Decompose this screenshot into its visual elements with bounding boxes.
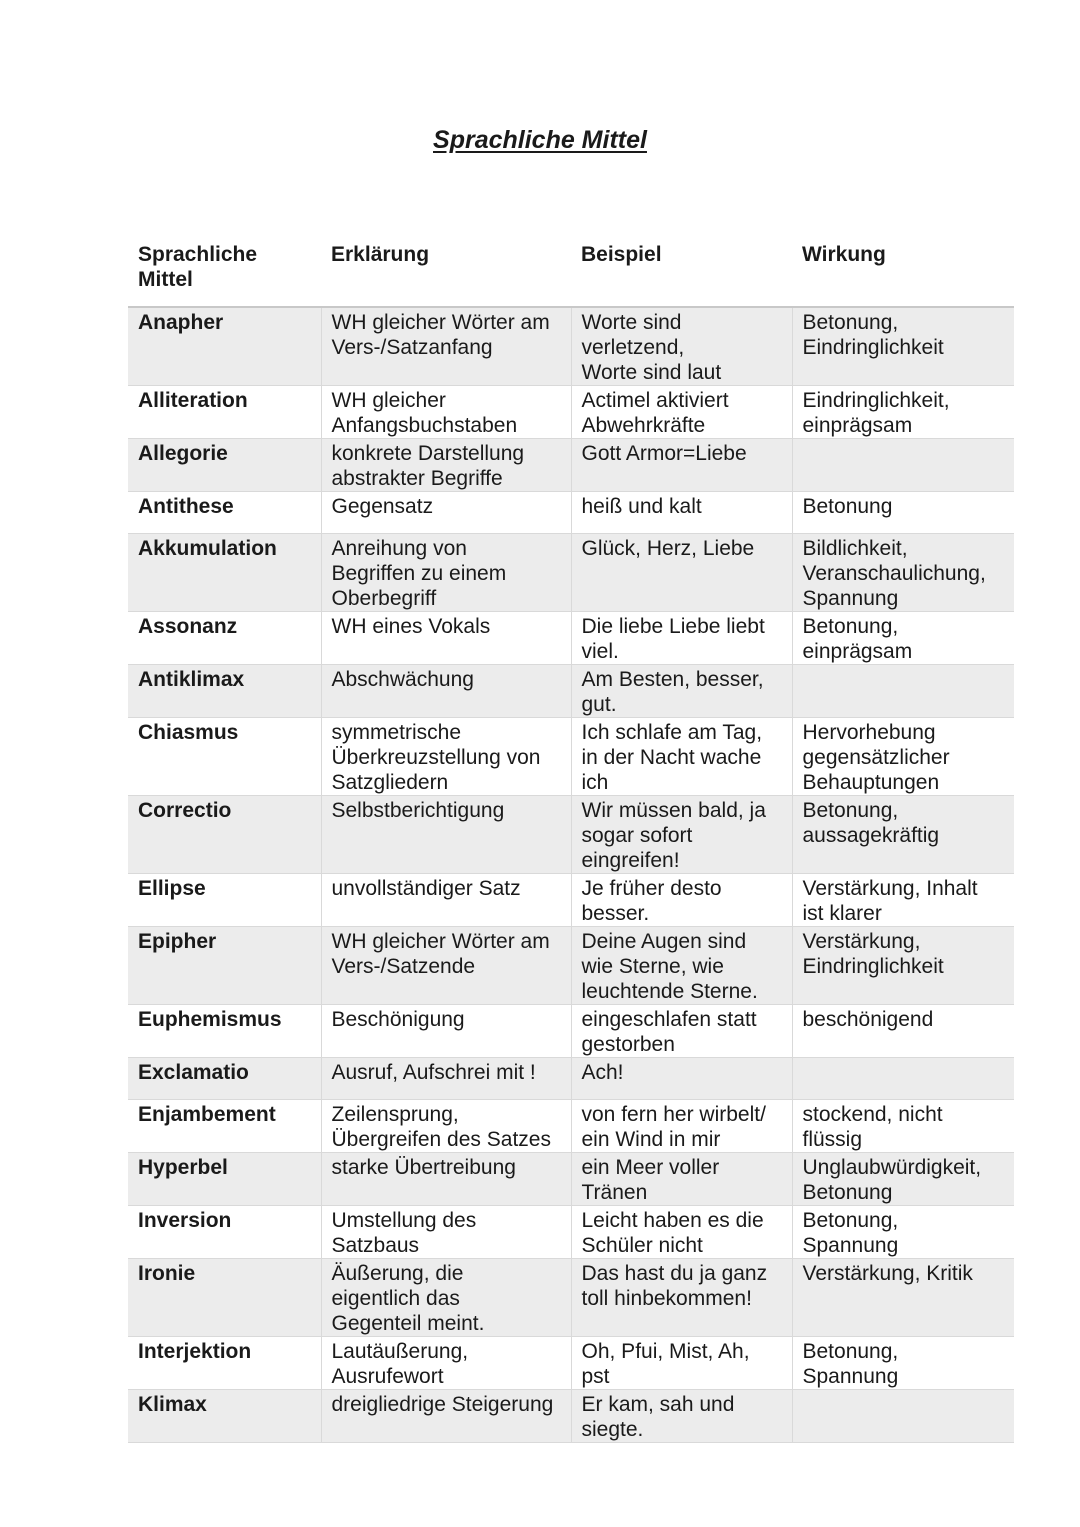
cell-term: Alliteration (128, 386, 321, 439)
cell-explanation: Zeilensprung, Übergreifen des Satzes (321, 1100, 571, 1153)
devices-table (128, 308, 1014, 1443)
table-row (128, 1259, 1014, 1337)
cell-explanation: konkrete Darstellung abstrakter Begriffe (321, 439, 571, 492)
cell-term: Exclamatio (128, 1058, 321, 1100)
cell-effect (792, 1058, 1014, 1100)
cell-effect: Betonung (792, 492, 1014, 534)
table-row (128, 718, 1014, 796)
table-row (128, 874, 1014, 927)
cell-effect: Hervorhebung gegensätzlicher Behauptungen (792, 718, 1014, 796)
cell-example: Am Besten, besser, gut. (571, 665, 792, 718)
column-header-example: Beispiel (581, 243, 662, 266)
cell-example: heiß und kalt (571, 492, 792, 534)
cell-effect: Betonung, Spannung (792, 1337, 1014, 1390)
cell-explanation: unvollständiger Satz (321, 874, 571, 927)
table-row (128, 308, 1014, 386)
table-row (128, 534, 1014, 612)
cell-example: Die liebe Liebe liebt viel. (571, 612, 792, 665)
cell-explanation: symmetrische Überkreuzstellung von Satzgliedern (321, 718, 571, 796)
cell-term: Assonanz (128, 612, 321, 665)
column-header-term: Sprachliche Mittel (138, 243, 258, 291)
cell-term: Interjektion (128, 1337, 321, 1390)
cell-explanation: Ausruf, Aufschrei mit ! (321, 1058, 571, 1100)
cell-term: Anapher (128, 308, 321, 386)
cell-explanation: WH gleicher Wörter am Vers-/Satzende (321, 927, 571, 1005)
cell-effect: Verstärkung, Inhalt ist klarer (792, 874, 1014, 927)
cell-example: Glück, Herz, Liebe (571, 534, 792, 612)
cell-effect: Betonung, aussagekräftig (792, 796, 1014, 874)
cell-term: Epipher (128, 927, 321, 1005)
cell-example: Ach! (571, 1058, 792, 1100)
cell-effect: beschönigend (792, 1005, 1014, 1058)
cell-effect: Betonung, Eindringlichkeit (792, 308, 1014, 386)
cell-effect: stockend, nicht flüssig (792, 1100, 1014, 1153)
cell-example: Leicht haben es die Schüler nicht (571, 1206, 792, 1259)
cell-term: Antithese (128, 492, 321, 534)
cell-effect: Eindringlichkeit, einprägsam (792, 386, 1014, 439)
table-row (128, 492, 1014, 534)
cell-term: Allegorie (128, 439, 321, 492)
cell-example: Er kam, sah und siegte. (571, 1390, 792, 1443)
cell-effect (792, 439, 1014, 492)
cell-explanation: Umstellung des Satzbaus (321, 1206, 571, 1259)
cell-explanation: Beschönigung (321, 1005, 571, 1058)
column-header-explanation: Erklärung (331, 243, 430, 266)
cell-effect: Verstärkung, Eindringlichkeit (792, 927, 1014, 1005)
table-row (128, 1058, 1014, 1100)
cell-effect: Bildlichkeit, Veranschaulichung, Spannung (792, 534, 1014, 612)
cell-term: Chiasmus (128, 718, 321, 796)
cell-explanation: dreigliedrige Steigerung (321, 1390, 571, 1443)
cell-example: ein Meer voller Tränen (571, 1153, 792, 1206)
cell-term: Enjambement (128, 1100, 321, 1153)
cell-example: Ich schlafe am Tag, in der Nacht wache ich (571, 718, 792, 796)
cell-term: Hyperbel (128, 1153, 321, 1206)
page-title: Sprachliche Mittel (433, 126, 647, 154)
cell-effect: Unglaubwürdigkeit, Betonung (792, 1153, 1014, 1206)
cell-term: Euphemismus (128, 1005, 321, 1058)
cell-explanation: WH eines Vokals (321, 612, 571, 665)
table-header (128, 240, 1014, 308)
cell-explanation: Äußerung, die eigentlich das Gegenteil meint. (321, 1259, 571, 1337)
cell-example: Actimel aktiviert Abwehrkräfte (571, 386, 792, 439)
cell-effect (792, 665, 1014, 718)
cell-term: Ellipse (128, 874, 321, 927)
table-row (128, 1153, 1014, 1206)
cell-explanation: Abschwächung (321, 665, 571, 718)
table-row (128, 1005, 1014, 1058)
table-row (128, 796, 1014, 874)
cell-term: Ironie (128, 1259, 321, 1337)
table-row (128, 927, 1014, 1005)
column-header-effect: Wirkung (802, 243, 886, 266)
table-row (128, 439, 1014, 492)
cell-explanation: Lautäußerung, Ausrufewort (321, 1337, 571, 1390)
cell-example: Deine Augen sind wie Sterne, wie leuchtende Sterne. (571, 927, 792, 1005)
cell-term: Antiklimax (128, 665, 321, 718)
cell-example: Worte sind verletzend, Worte sind laut (571, 308, 792, 386)
cell-effect: Verstärkung, Kritik (792, 1259, 1014, 1337)
table-row (128, 665, 1014, 718)
table-row (128, 1390, 1014, 1443)
cell-example: Je früher desto besser. (571, 874, 792, 927)
cell-explanation: WH gleicher Anfangsbuchstaben (321, 386, 571, 439)
cell-effect (792, 1390, 1014, 1443)
cell-explanation: Anreihung von Begriffen zu einem Oberbegriff (321, 534, 571, 612)
cell-explanation: Gegensatz (321, 492, 571, 534)
cell-term: Correctio (128, 796, 321, 874)
table-row (128, 612, 1014, 665)
cell-example: Wir müssen bald, ja sogar sofort eingreifen! (571, 796, 792, 874)
table-row (128, 386, 1014, 439)
cell-effect: Betonung, einprägsam (792, 612, 1014, 665)
cell-example: von fern her wirbelt/ ein Wind in mir (571, 1100, 792, 1153)
cell-explanation: WH gleicher Wörter am Vers-/Satzanfang (321, 308, 571, 386)
cell-explanation: Selbstberichtigung (321, 796, 571, 874)
cell-example: Oh, Pfui, Mist, Ah, pst (571, 1337, 792, 1390)
cell-explanation: starke Übertreibung (321, 1153, 571, 1206)
table-row (128, 1100, 1014, 1153)
cell-term: Akkumulation (128, 534, 321, 612)
table-row (128, 1206, 1014, 1259)
cell-term: Inversion (128, 1206, 321, 1259)
cell-example: Gott Armor=Liebe (571, 439, 792, 492)
cell-term: Klimax (128, 1390, 321, 1443)
cell-example: Das hast du ja ganz toll hinbekommen! (571, 1259, 792, 1337)
cell-example: eingeschlafen statt gestorben (571, 1005, 792, 1058)
cell-effect: Betonung, Spannung (792, 1206, 1014, 1259)
table-row (128, 1337, 1014, 1390)
